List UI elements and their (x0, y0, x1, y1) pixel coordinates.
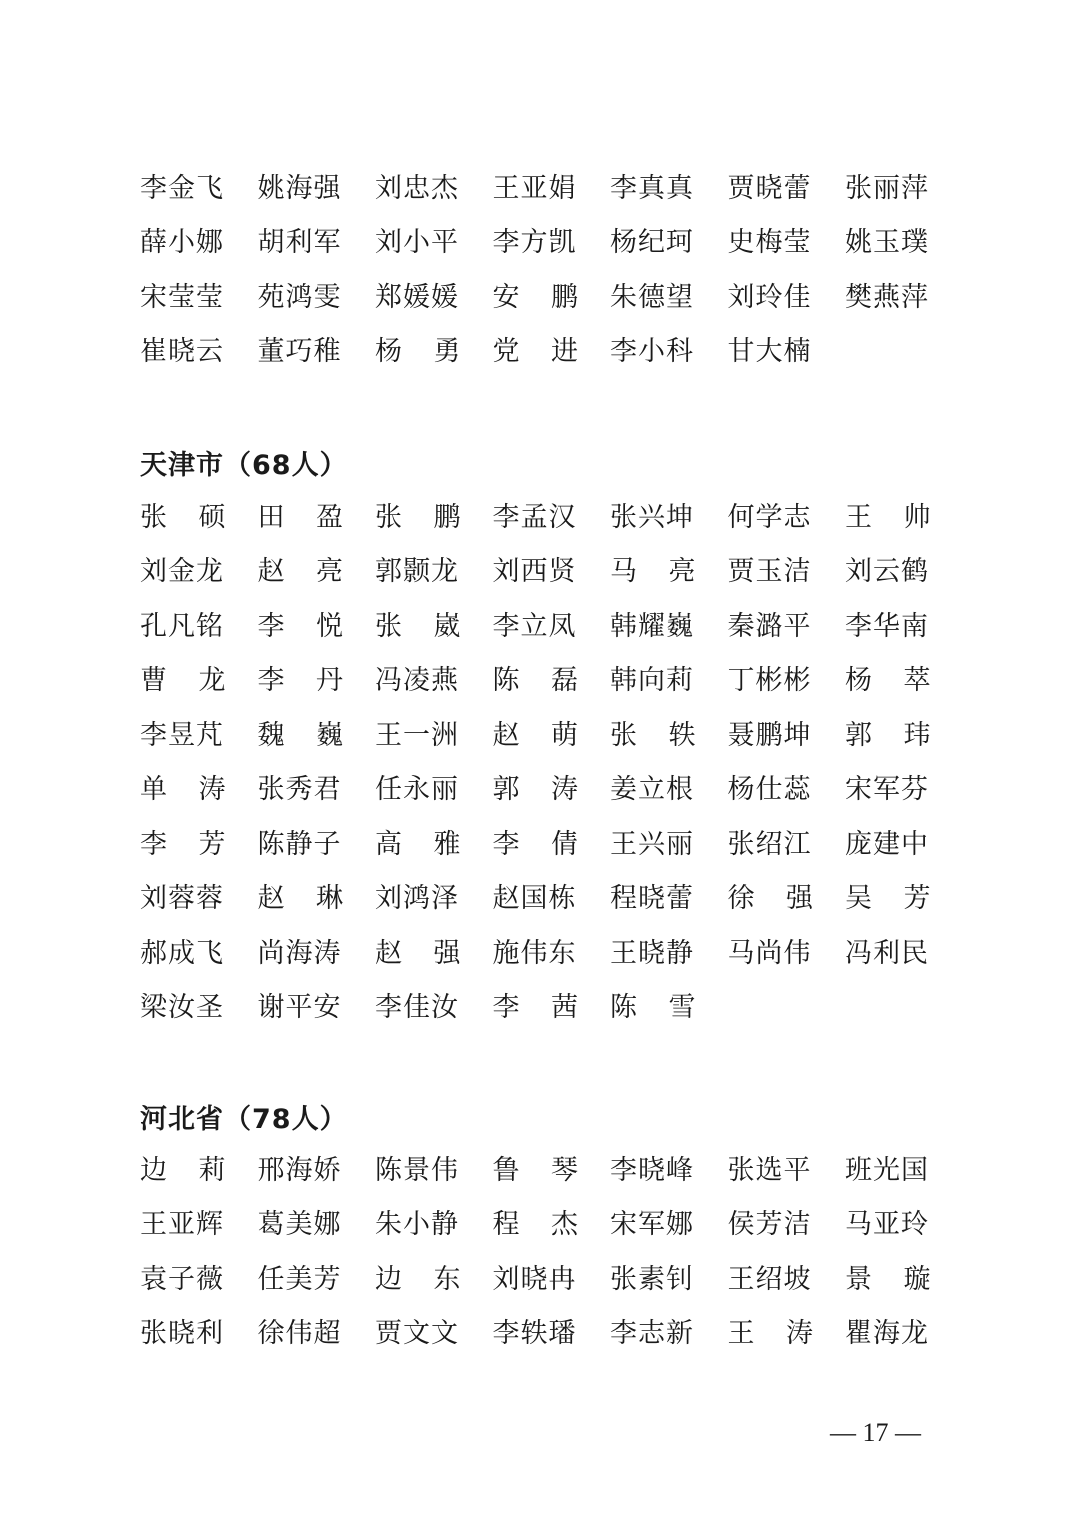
person-name: 姚海强 (257, 172, 342, 204)
name-list-section-1 (140, 158, 940, 376)
person-name: 冯凌燕 (375, 665, 459, 697)
person-name: 赵 亮 (257, 556, 343, 588)
person-name: 瞿海龙 (845, 1318, 929, 1350)
person-name: 王 涛 (727, 1318, 813, 1350)
person-name: 崔晓云 (140, 336, 224, 368)
person-name: 李轶璠 (492, 1318, 577, 1350)
name-row (140, 1195, 940, 1250)
person-name: 庞建中 (845, 828, 929, 860)
person-name: 吴 芳 (845, 883, 931, 915)
name-row (140, 158, 940, 213)
person-name: 景 璇 (845, 1263, 931, 1295)
person-name: 鲁 琴 (492, 1154, 578, 1186)
person-name: 贾晓蕾 (727, 172, 812, 204)
person-name: 杨仕蕊 (727, 774, 812, 806)
person-name: 李 悦 (257, 610, 343, 642)
person-name: 李金飞 (140, 172, 224, 204)
person-name: 陈静子 (257, 828, 342, 860)
person-name: 陈 磊 (492, 665, 578, 697)
name-row (140, 705, 940, 760)
person-name: 徐伟超 (257, 1318, 342, 1350)
person-name: 王兴丽 (610, 828, 694, 860)
person-name: 刘鸿泽 (375, 883, 459, 915)
person-name: 梁汝圣 (140, 992, 224, 1024)
name-row (140, 814, 940, 869)
name-row (140, 322, 940, 377)
person-name: 郝成飞 (140, 937, 224, 969)
page-number: — 17 — (830, 1418, 921, 1447)
person-name: 姜立根 (610, 774, 694, 806)
person-name: 尚海涛 (257, 937, 342, 969)
name-row (140, 760, 940, 815)
person-name: 李小科 (610, 336, 694, 368)
person-name: 程 杰 (492, 1209, 578, 1241)
name-row (140, 1304, 940, 1359)
person-name: 张晓利 (140, 1318, 224, 1350)
person-name: 薛小娜 (140, 227, 224, 259)
person-name: 贾玉洁 (727, 556, 812, 588)
person-name: 宋莹莹 (140, 281, 224, 313)
person-name: 侯芳洁 (727, 1209, 812, 1241)
person-name: 王一洲 (375, 719, 459, 751)
person-name: 单 涛 (140, 774, 226, 806)
person-name: 党 进 (492, 336, 578, 368)
name-row (140, 923, 940, 978)
name-row (140, 1140, 940, 1195)
person-name: 郑媛媛 (375, 281, 459, 313)
person-name: 边 东 (375, 1263, 461, 1295)
person-name: 何学志 (727, 501, 812, 533)
person-name: 宋军娜 (610, 1209, 694, 1241)
person-name: 安 鹏 (492, 281, 578, 313)
person-name: 魏 巍 (257, 719, 343, 751)
name-row (140, 267, 940, 322)
section-heading-tianjin: 天津市（68人） (140, 450, 348, 481)
person-name: 施伟东 (492, 937, 577, 969)
person-name: 马 亮 (610, 556, 696, 588)
person-name: 史梅莹 (727, 227, 812, 259)
person-name: 马亚玲 (845, 1209, 929, 1241)
person-name: 王绍坡 (727, 1263, 812, 1295)
name-list-section-2 (140, 487, 940, 1032)
person-name: 郭颢龙 (375, 556, 459, 588)
name-row (140, 213, 940, 268)
person-name: 甘大楠 (727, 336, 812, 368)
person-name: 李佳汝 (375, 992, 459, 1024)
person-name: 王 帅 (845, 501, 931, 533)
person-name: 任美芳 (257, 1263, 342, 1295)
person-name: 宋军芬 (845, 774, 929, 806)
name-list-section-3 (140, 1140, 940, 1358)
person-name: 王晓静 (610, 937, 694, 969)
person-name: 张选平 (727, 1154, 812, 1186)
person-name: 刘西贤 (492, 556, 577, 588)
name-row (140, 542, 940, 597)
person-name: 袁子薇 (140, 1263, 224, 1295)
person-name: 韩耀巍 (610, 610, 694, 642)
person-name: 郭 涛 (492, 774, 578, 806)
person-name: 班光国 (845, 1154, 929, 1186)
person-name: 胡利军 (257, 227, 342, 259)
person-name: 赵 琳 (257, 883, 343, 915)
person-name: 陈 雪 (610, 992, 696, 1024)
person-name: 张素钊 (610, 1263, 694, 1295)
person-name: 赵 强 (375, 937, 461, 969)
person-name: 刘蓉蓉 (140, 883, 224, 915)
person-name: 高 雅 (375, 828, 461, 860)
person-name: 刘云鹤 (845, 556, 929, 588)
person-name: 谢平安 (257, 992, 342, 1024)
person-name: 李 倩 (492, 828, 578, 860)
person-name: 赵 萌 (492, 719, 578, 751)
person-name: 贾文文 (375, 1318, 459, 1350)
person-name: 边 莉 (140, 1154, 226, 1186)
person-name: 李孟汉 (492, 501, 577, 533)
person-name: 张 硕 (140, 501, 226, 533)
person-name: 孔凡铭 (140, 610, 224, 642)
person-name: 李志新 (610, 1318, 694, 1350)
person-name: 郭 玮 (845, 719, 931, 751)
person-name: 李 茜 (492, 992, 578, 1024)
person-name: 徐 强 (727, 883, 813, 915)
person-name: 苑鸿雯 (257, 281, 342, 313)
person-name: 张兴坤 (610, 501, 694, 533)
person-name: 杨纪珂 (610, 227, 694, 259)
person-name: 朱小静 (375, 1209, 459, 1241)
person-name: 张 崴 (375, 610, 461, 642)
person-name: 王亚辉 (140, 1209, 224, 1241)
person-name: 王亚娟 (492, 172, 577, 204)
person-name: 李 丹 (257, 665, 343, 697)
name-row (140, 487, 940, 542)
person-name: 聂鹏坤 (727, 719, 812, 751)
person-name: 程晓蕾 (610, 883, 694, 915)
person-name: 董巧稚 (257, 336, 342, 368)
person-name: 李方凯 (492, 227, 577, 259)
person-name: 任永丽 (375, 774, 459, 806)
person-name: 刘金龙 (140, 556, 224, 588)
person-name: 陈景伟 (375, 1154, 459, 1186)
person-name: 李晓峰 (610, 1154, 694, 1186)
person-name: 冯利民 (845, 937, 929, 969)
name-row (140, 596, 940, 651)
person-name: 姚玉璞 (845, 227, 929, 259)
person-name: 田 盈 (257, 501, 343, 533)
person-name: 李昱芃 (140, 719, 224, 751)
person-name: 杨 萃 (845, 665, 931, 697)
person-name: 赵国栋 (492, 883, 577, 915)
person-name: 李华南 (845, 610, 929, 642)
person-name: 刘晓冉 (492, 1263, 577, 1295)
person-name: 葛美娜 (257, 1209, 342, 1241)
person-name: 张秀君 (257, 774, 342, 806)
person-name: 丁彬彬 (727, 665, 812, 697)
person-name: 张 鹏 (375, 501, 461, 533)
person-name: 李 芳 (140, 828, 226, 860)
name-row (140, 1249, 940, 1304)
person-name: 张 轶 (610, 719, 696, 751)
person-name: 马尚伟 (727, 937, 812, 969)
section-heading-hebei: 河北省（78人） (140, 1104, 348, 1135)
person-name: 杨 勇 (375, 336, 461, 368)
person-name: 秦潞平 (727, 610, 812, 642)
person-name: 张丽萍 (845, 172, 929, 204)
person-name: 刘忠杰 (375, 172, 459, 204)
name-row (140, 978, 940, 1033)
name-row (140, 651, 940, 706)
name-row (140, 869, 940, 924)
person-name: 李真真 (610, 172, 694, 204)
person-name: 韩向莉 (610, 665, 694, 697)
person-name: 刘小平 (375, 227, 459, 259)
person-name: 张绍江 (727, 828, 812, 860)
person-name: 邢海娇 (257, 1154, 342, 1186)
person-name: 李立凤 (492, 610, 577, 642)
person-name: 樊燕萍 (845, 281, 929, 313)
person-name: 曹 龙 (140, 665, 226, 697)
person-name: 朱德望 (610, 281, 694, 313)
person-name: 刘玲佳 (727, 281, 812, 313)
